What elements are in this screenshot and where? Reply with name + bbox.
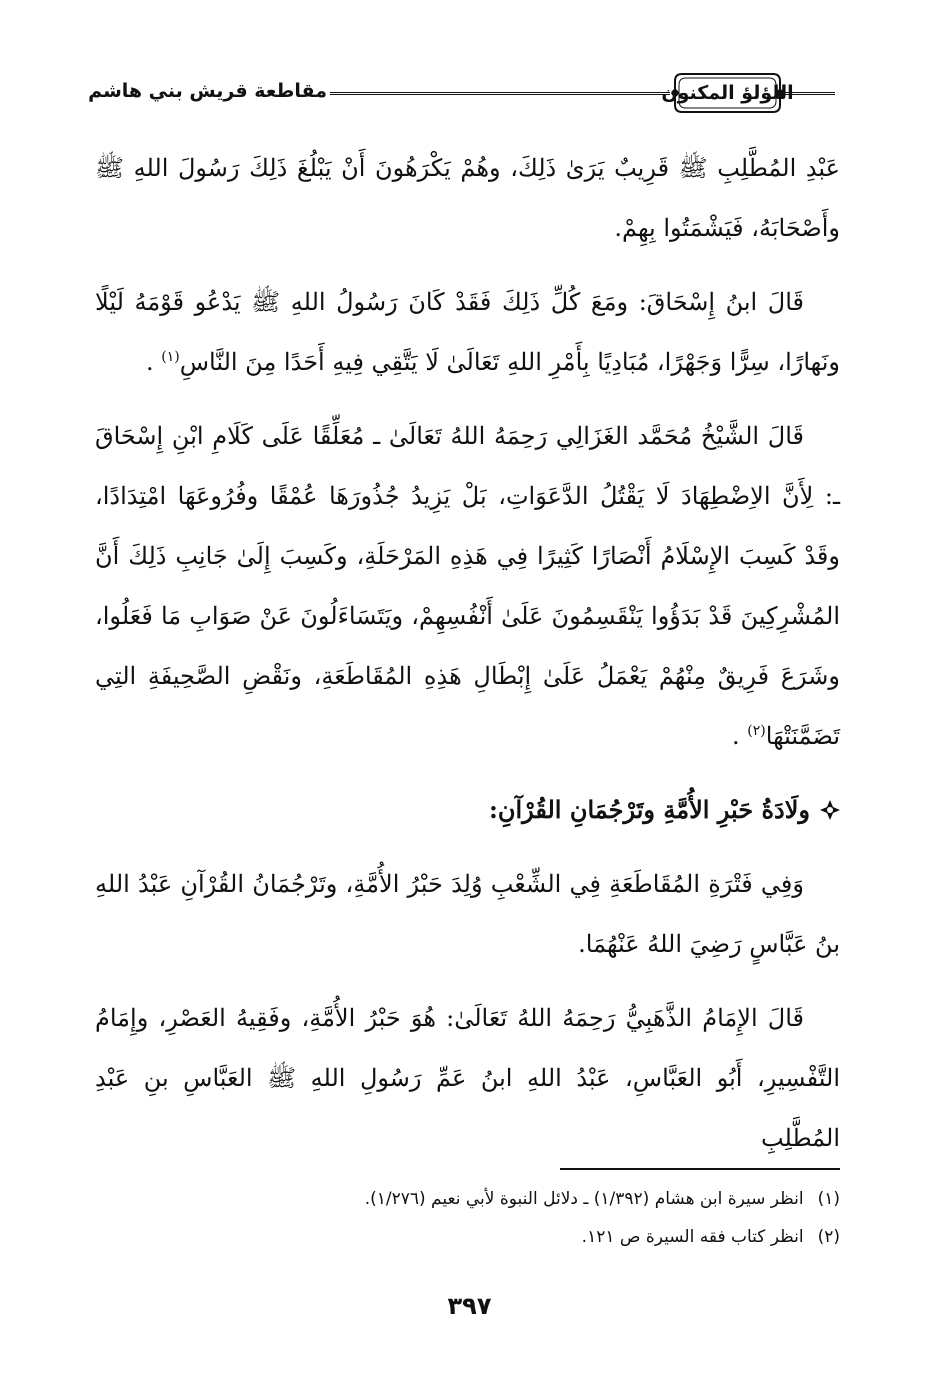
footnote-ref: (٢) <box>747 723 766 739</box>
page-header <box>88 68 840 128</box>
body-text <box>95 138 840 1182</box>
footnote-text: انظر سيرة ابن هشام (١/٣٩٢) ـ دلائل النبوة لأبي نعيم (١/٢٧٦). <box>364 1189 804 1209</box>
paragraph: قَالَ الإِمَامُ الذَّهَبِيُّ رَحِمَهُ اللهُ تَعَالَىٰ: هُوَ حَبْرُ الأُمَّةِ، وفَقِيهُ العَصْرِ، وإِمَامُ التَّفْسِيرِ، أَبُو العَبَّاسِ، عَبْدُ اللهِ ابنُ عَمِّ رَسُولِ اللهِ ﷺ العَبَّاسِ بنِ عَبْدِ المُطَّلِبِ <box>95 1004 840 1152</box>
footnote <box>95 1218 840 1256</box>
footnotes <box>95 1180 840 1256</box>
page-number: ٣٩٧ <box>447 1292 492 1320</box>
section-heading <box>95 780 840 840</box>
paragraph: وَفِي فَتْرَةِ المُقَاطَعَةِ فِي الشِّعْبِ وُلِدَ حَبْرُ الأُمَّةِ، وتَرْجُمَانُ القُرْآنِ عَبْدُ اللهِ بنُ عَبَّاسٍ رَضِيَ اللهُ عَنْهُمَا. <box>95 870 840 958</box>
footnote-number: (٢) <box>817 1227 840 1247</box>
chapter-title: مقاطعة قريش بني هاشم <box>88 80 327 102</box>
paragraph: قَالَ الشَّيْخُ مُحَمَّد الغَزَالِي رَحِمَهُ اللهُ تَعَالَىٰ ـ مُعَلِّقًا عَلَى كَلَامِ ابْنِ إِسْحَاقَ ـ: لِأَنَّ الاِضْطِهَادَ لَا يَقْتُلُ الدَّعَوَاتِ، بَلْ يَزِيدُ جُذُورَهَا عُمْقًا وفُرُوعَهَا امْتِدَادًا، وقَدْ كَسِبَ الإِسْلَامُ أَنْصَارًا كَثِيرًا فِي هَذِهِ المَرْحَلَةِ، وكَسِبَ إِلَىٰ جَانِبِ ذَلِكَ أَنَّ المُشْرِكِينَ قَدْ بَدَؤُوا يَنْقَسِمُونَ عَلَىٰ أَنْفُسِهِمْ، ويَتَسَاءَلُونَ عَنْ صَوَابِ مَا فَعَلُوا، وشَرَعَ فَرِيقٌ مِنْهُمْ يَعْمَلُ عَلَىٰ إِبْطَالِ هَذِهِ المُقَاطَعَةِ، ونَقْضِ الصَّحِيفَةِ التِي تَضَمَّنَتْهَا$^{(٢)}$ . <box>95 422 840 750</box>
book-title-cartouche <box>661 68 794 118</box>
book-title: اللؤلؤ المكنون <box>661 82 794 104</box>
paragraph: قَالَ ابنُ إِسْحَاقَ: ومَعَ كُلِّ ذَلِكَ فَقَدْ كَانَ رَسُولُ اللهِ ﷺ يَدْعُو قَوْمَهُ لَيْلًا ونَهارًا، سِرًّا وَجَهْرًا، مُبَادِيًا بِأَمْرِ اللهِ تَعَالَىٰ لَا يَتَّقِي فِيهِ أَحَدًا مِنَ النَّاسِ$^{(١)}$ . <box>95 288 840 376</box>
paragraph: عَبْدِ المُطَّلِبِ ﷺ قَرِيبٌ يَرَىٰ ذَلِكَ، وهُمْ يَكْرَهُونَ أَنْ يَبْلُغَ ذَلِكَ رَسُولَ اللهِ ﷺ وأَصْحَابَهُ، فَيَشْمَتُوا بِهِمْ. <box>95 154 840 242</box>
header-rule-left <box>330 92 670 95</box>
footnote-ref: (١) <box>161 349 180 365</box>
footnote-number: (١) <box>817 1189 840 1209</box>
footnote-separator <box>560 1168 840 1170</box>
ornament-flower-icon <box>820 800 840 820</box>
footnote <box>95 1180 840 1218</box>
footnote-text: انظر كتاب فقه السيرة ص ١٢١. <box>581 1227 804 1247</box>
section-heading-text: ولَادَةُ حَبْرِ الأُمَّةِ وتَرْجُمَانِ القُرْآنِ: <box>488 795 810 824</box>
